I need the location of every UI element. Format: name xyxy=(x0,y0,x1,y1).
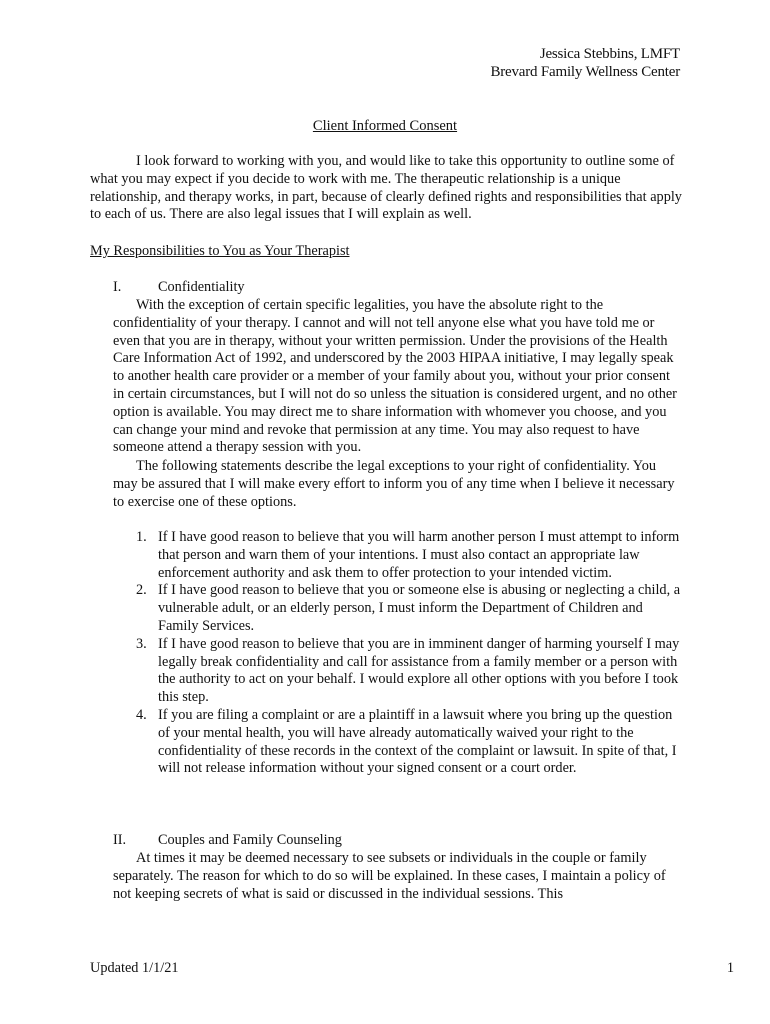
list-item-text: If I have good reason to believe that you will harm another person I must attempt to inform that person and warn them of your intentions. I must also contact an appropriate law enforcement authority and ask them to offer protection to your intended victim. xyxy=(158,529,680,581)
list-item-text: If I have good reason to believe that you are in imminent danger of harming yourself I may legally break confidentiality and call for assistance from a family member or a person with the authority to act on your behalf. I would explore all other options with you before I took this step. xyxy=(158,635,680,706)
list-item-number: 1. xyxy=(136,529,147,545)
section-2-paragraph-1: At times it may be deemed necessary to see subsets or individuals in the couple or family separately. The reason for which to do so will be explained. In these cases, I maintain a policy of not keeping secrets of what is said or discussed in the individual sessions. This xyxy=(113,850,666,902)
list-item xyxy=(136,636,682,707)
list-item-number: 4. xyxy=(136,706,147,723)
section-1-title: Confidentiality xyxy=(158,279,245,295)
letterhead xyxy=(490,45,680,81)
page-number: 1 xyxy=(726,960,734,976)
therapist-name: Jessica Stebbins, LMFT xyxy=(539,46,680,62)
list-item-number: 2. xyxy=(136,582,147,599)
section-2-title: Couples and Family Counseling xyxy=(158,832,342,848)
footer-updated: Updated 1/1/21 xyxy=(90,960,179,976)
list-item xyxy=(136,707,682,778)
document-title: Client Informed Consent xyxy=(312,118,458,134)
exceptions-list xyxy=(136,529,682,778)
list-item xyxy=(136,529,682,582)
list-item-number: 3. xyxy=(136,635,147,652)
section-1-paragraph-2: The following statements describe the legal exceptions to your right of confidentiality. You may be assured that I will make every effort to inform you of any time when I believe it necessary to exercise one of these options. xyxy=(113,458,675,510)
intro-paragraph: I look forward to working with you, and would like to take this opportunity to outline some of what you may expect if you decide to work with me. The therapeutic relationship is a unique relationship, and therapy works, in part, because of clearly defined rights and responsibilities that apply to each of us. There are also legal issues that I will explain as well. xyxy=(90,153,682,223)
section-1-numeral: I. xyxy=(113,279,122,295)
section-2-numeral: II. xyxy=(113,832,127,848)
section-heading: My Responsibilities to You as Your Therapist xyxy=(90,243,350,259)
center-name: Brevard Family Wellness Center xyxy=(490,64,680,80)
list-item-text: If you are filing a complaint or are a plaintiff in a lawsuit where you bring up the question of your mental health, you will have already automatically waived your right to the confidentiality of these records in the context of the complaint or lawsuit. In spite of that, I will not release information without your signed consent or a court order. xyxy=(158,706,677,777)
section-1-paragraph-1: With the exception of certain specific legalities, you have the absolute right to the confidentiality of your therapy. I cannot and will not tell anyone else what you have told me or even that you are in therapy, without your written permission. Under the provisions of the Health Care Information Act of 1992, and underscored by the 2003 HIPAA initiative, I may legally speak to another health care provider or a member of your family about you, without your prior consent in certain circumstances, but I will not do so unless the situation is considered urgent, and no other option is available. You may direct me to share information with whomever you choose, and you can change your mind and revoke that permission at any time. You may also request to have someone attend a therapy session with you. xyxy=(113,297,677,456)
list-item xyxy=(136,582,682,635)
list-item-text: If I have good reason to believe that you or someone else is abusing or neglecting a child, a vulnerable adult, or an elderly person, I must inform the Department of Children and Family Services. xyxy=(158,582,681,634)
